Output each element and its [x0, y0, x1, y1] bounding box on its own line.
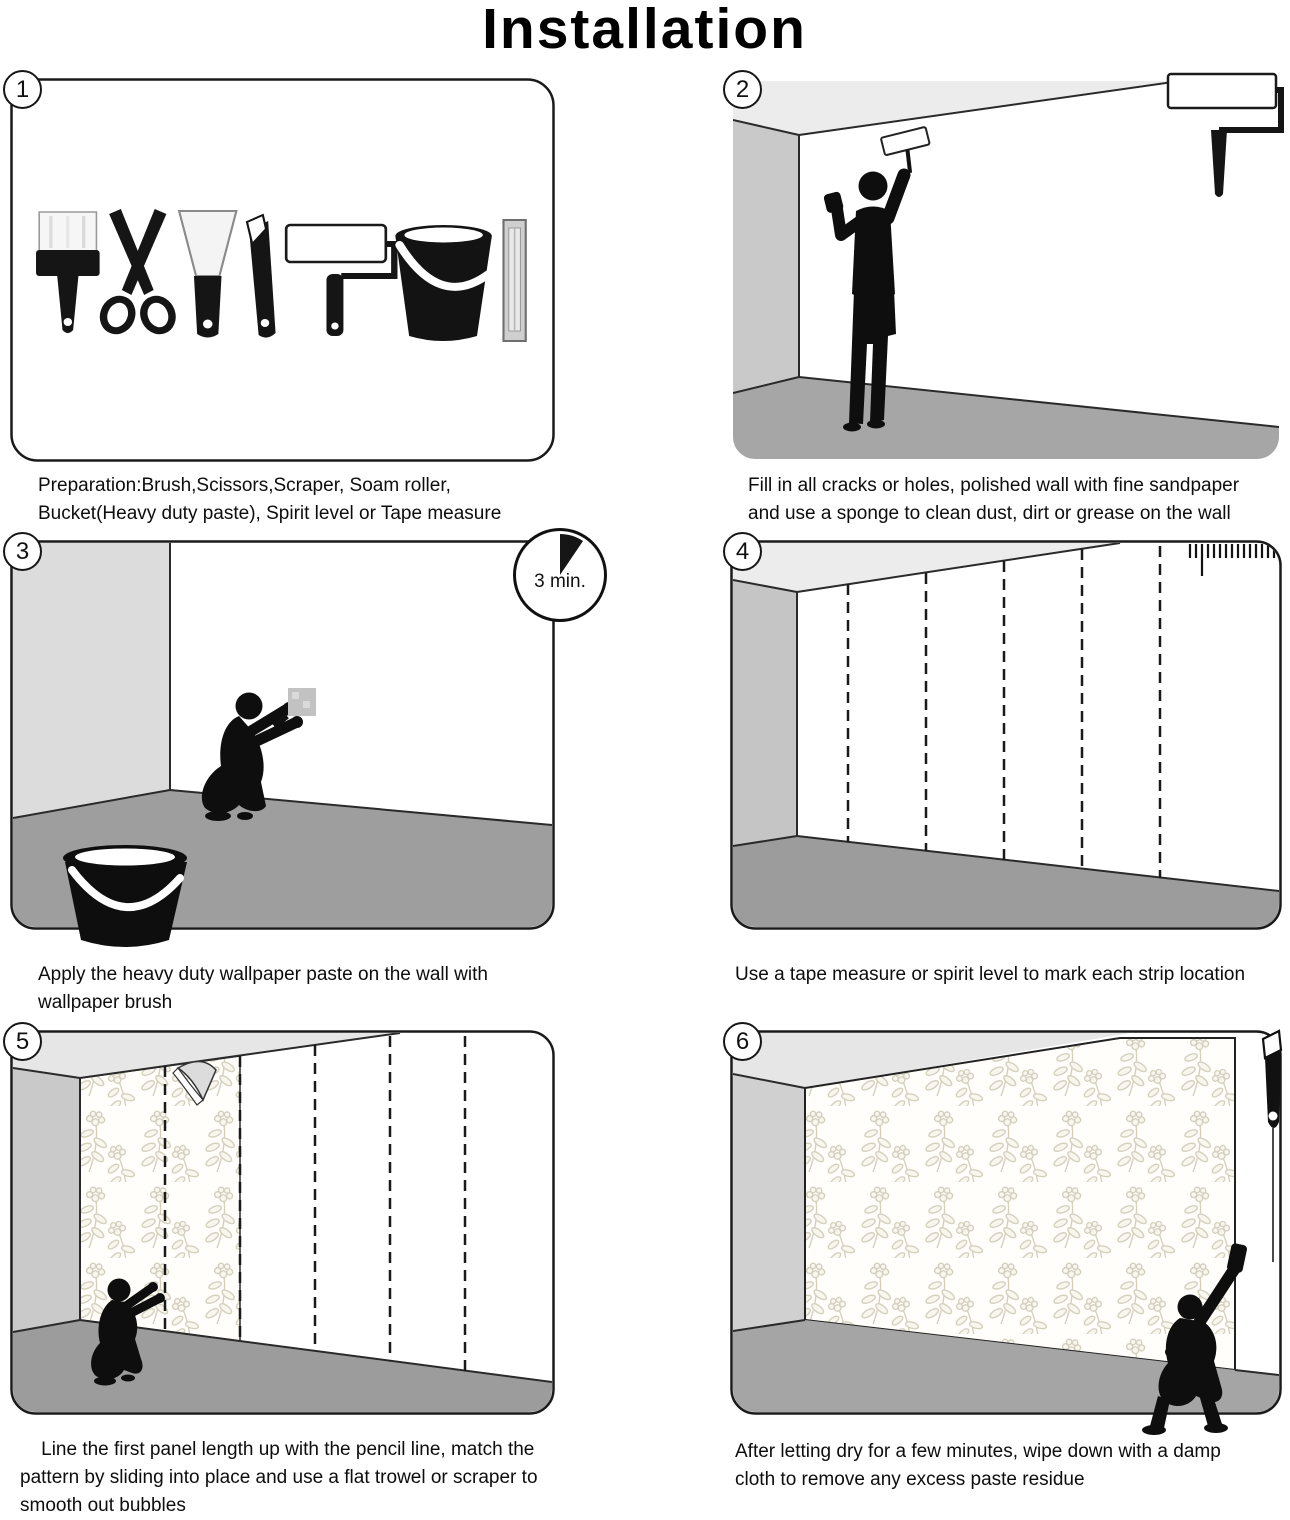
timer-label: 3 min.: [534, 571, 586, 592]
caption-line: Preparation:Brush,Scissors,Scraper, Soam roller,: [38, 475, 451, 496]
room-scene: [733, 543, 1279, 927]
caption-line: pattern by sliding into place and use a flat trowel or scraper to: [20, 1467, 538, 1488]
step-panel-1: [10, 75, 555, 462]
side-wall: [733, 1074, 805, 1331]
spirit-level-icon: [503, 220, 525, 341]
step-panel-6: [730, 1027, 1282, 1415]
bucket-icon: [395, 225, 491, 341]
caption-line: cloth to remove any excess paste residue: [735, 1469, 1085, 1490]
page-title: Installation: [482, 0, 807, 61]
caption-line: smooth out bubbles: [20, 1495, 186, 1516]
wallpapered-wall: [805, 1038, 1235, 1370]
side-wall: [733, 580, 797, 846]
side-wall: [733, 120, 799, 393]
step-caption-5: [20, 1436, 555, 1520]
bucket-icon: [63, 845, 187, 947]
step-number-badge: 1: [3, 70, 42, 109]
caption-line: wallpaper brush: [38, 992, 173, 1013]
caption-line: Fill in all cracks or holes, polished wall with fine sandpaper: [748, 475, 1240, 496]
room-scene: [733, 81, 1279, 459]
step-panel-2: [730, 75, 1282, 462]
step-caption-4: [735, 961, 1290, 989]
side-wall: [13, 1068, 80, 1332]
step-panel-5: [10, 1027, 555, 1415]
step-number-badge: 5: [3, 1022, 42, 1061]
step-caption-6: [735, 1438, 1280, 1494]
step-number-badge: 3: [3, 532, 42, 571]
caption-line: Bucket(Heavy duty paste), Spirit level or Tape measure: [38, 503, 502, 524]
step-panel-4: [730, 537, 1282, 930]
step-panel-3: [10, 537, 586, 930]
side-wall: [13, 543, 170, 818]
step-caption-2: [748, 472, 1283, 528]
timer-wedge: [560, 534, 583, 575]
step-caption-1: [38, 472, 553, 528]
step-number-badge: 4: [723, 532, 762, 571]
caption-line: and use a sponge to clean dust, dirt or grease on the wall: [748, 503, 1231, 524]
step-caption-3: [38, 961, 553, 1017]
step-number-badge: 2: [723, 70, 762, 109]
timer-icon: [513, 528, 607, 622]
caption-line: After letting dry for a few minutes, wipe down with a damp: [735, 1441, 1221, 1462]
caption-line: Use a tape measure or spirit level to mark each strip location: [735, 964, 1246, 985]
step-number-badge: 6: [723, 1022, 762, 1061]
caption-line: Line the first panel length up with the pencil line, match the: [20, 1439, 535, 1460]
caption-line: Apply the heavy duty wallpaper paste on the wall with: [38, 964, 488, 985]
